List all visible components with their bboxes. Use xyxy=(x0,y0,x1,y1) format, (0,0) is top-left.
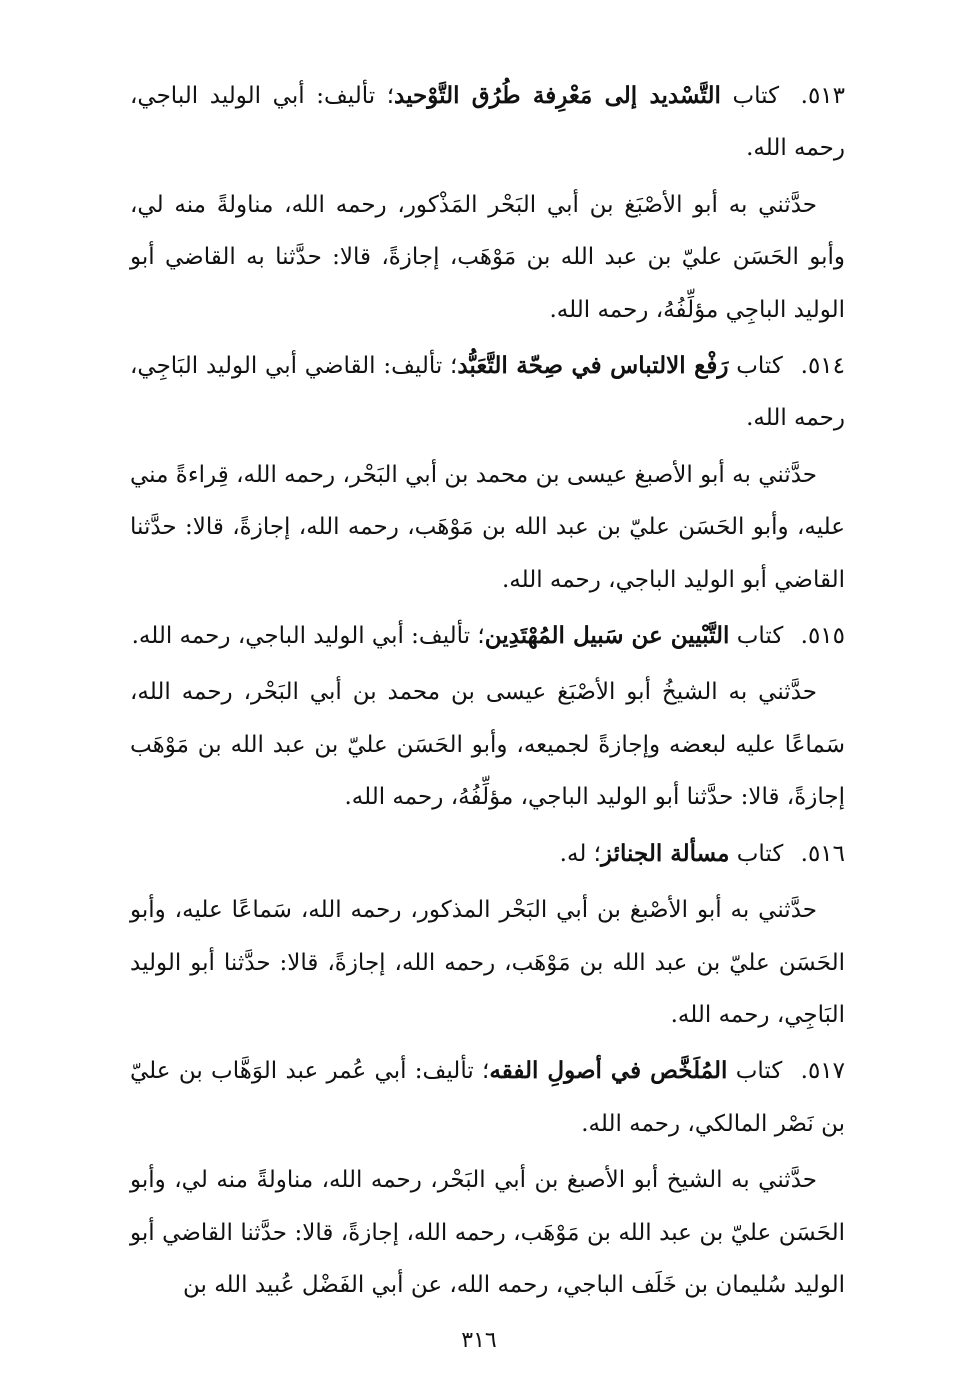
entry-517-chain: حدَّثني به الشيخ أبو الأصبغ بن أبي البَحْر، رحمه الله، مناولةً منه لي، وأبو الحَسَن عليّ بن عبد الله بن مَوْهَب، رحمه الله، إجازةً، قالا: حدَّثنا القاضي أبو الوليد سُليمان بن خَلَف الباجي، رحمه الله، عن أبي الفَضْل عُبيد الله بن xyxy=(130,1167,845,1298)
book-title: المُلَخَّص في أصولِ الفقه xyxy=(489,1057,728,1085)
entry-513-heading xyxy=(130,70,845,175)
entry-prefix: كتاب xyxy=(736,840,784,867)
entry-author: ؛ تأليف: أبي الوليد الباجي، رحمه الله. xyxy=(131,623,485,650)
entry-515-chain: حدَّثني به الشيخُ أبو الأصْبَغ عيسى بن محمد بن أبي البَحْر، رحمه الله، سَماعًا عليه لبعضه وإجازةً لجميعه، وأبو الحَسَن عليّ بن عبد الله بن مَوْهَب إجازةً، قالا: حدَّثنا أبو الوليد الباجي، مؤلِّفُهُ، رحمه الله. xyxy=(130,679,845,811)
entry-author: ؛ له. xyxy=(559,840,601,867)
entry-514-chain: حدَّثني به أبو الأصبغ عيسى بن محمد بن أبي البَحْر، رحمه الله، قِراءةً مني عليه، وأبو الحَسَن عليّ بن عبد الله بن مَوْهَب، رحمه الله، إجازةً، قالا: حدَّثنا القاضي أبو الوليد الباجي، رحمه الله. xyxy=(130,461,845,593)
entry-number: ٥١٤. xyxy=(800,353,845,380)
entry-prefix: كتاب xyxy=(736,353,783,380)
book-title: التَّسْديد إلى مَعْرِفة طُرُق التَّوْحيد xyxy=(394,82,721,109)
entry-author: ؛ تأليف: أبي الوليد الباجي، رحمه الله. xyxy=(130,83,845,162)
entry-number: ٥١٥. xyxy=(800,623,845,650)
entry-prefix: كتاب xyxy=(732,83,780,109)
entry-516-heading xyxy=(130,828,845,880)
page-body xyxy=(130,70,845,1315)
entry-number: ٥١٧. xyxy=(800,1058,846,1085)
entry-516-chain: حدَّثني به أبو الأصْبغ بن أبي البَحْر المذكور، رحمه الله، سَماعًا عليه، وأبو الحَسَن عليّ بن عبد الله بن مَوْهَب، رحمه الله، إجازةً، قالا: حدَّثنا أبو الوليد البَاجِي، رحمه الله. xyxy=(130,897,845,1028)
page-number: ٣١٦ xyxy=(461,1328,497,1353)
book-title: التَّبْيين عن سَبيل المُهْتَدِين xyxy=(484,622,730,650)
entry-513-chain: حدَّثني به أبو الأصْبَغ بن أبي البَحْر المَذْكور، رحمه الله، مناولةً منه لي، وأبو الحَسَن عليّ بن عبد الله بن مَوْهَب، إجازةً، قالا: حدَّثنا به القاضي أبو الوليد الباجِي مؤلِّفُهُ، رحمه الله. xyxy=(130,191,845,323)
book-title: مسألة الجنائز xyxy=(600,839,730,867)
entry-author: ؛ تأليف: أبي عُمر عبد الوَهَّاب بن عليّ بن نَصْر المالكي، رحمه الله. xyxy=(130,1058,845,1137)
entry-number: ٥١٦. xyxy=(800,840,845,867)
entry-prefix: كتاب xyxy=(735,1058,783,1085)
entry-prefix: كتاب xyxy=(736,623,784,650)
entry-515-heading xyxy=(130,610,845,662)
entry-517-heading xyxy=(130,1045,845,1150)
book-title: رَفْع الالتباس في صِحّة التَّعَبُّد xyxy=(457,352,729,380)
entry-514-heading xyxy=(130,340,845,445)
entry-author: ؛ تأليف: القاضي أبي الوليد البَاجِي، رحمه الله. xyxy=(130,353,845,432)
entry-number: ٥١٣. xyxy=(800,83,845,109)
